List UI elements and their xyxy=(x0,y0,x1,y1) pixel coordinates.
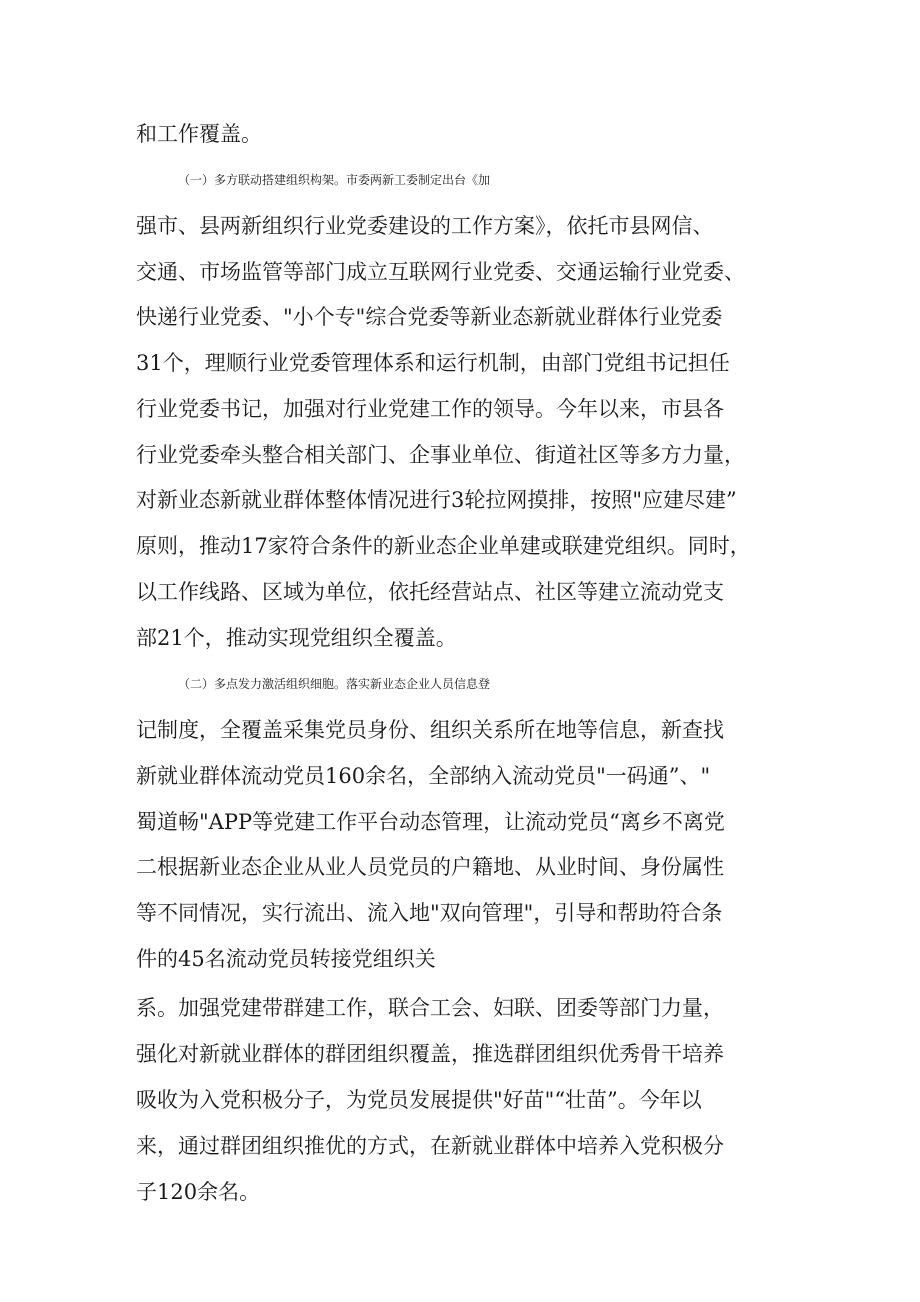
text-line: 等不同情况，实行流出、流入地"双向管理"，引导和帮助符合条 xyxy=(136,901,723,925)
section-heading-line: （二）多点发力激活组织细胞。落实新业态企业人员信息登 xyxy=(178,677,491,691)
text-line: 和工作覆盖。 xyxy=(136,122,262,146)
text-line: 吸收为入党积极分子，为党员发展提供"好苗"“壮苗”。今年以 xyxy=(136,1088,702,1112)
text-line: 蜀道畅"APP等党建工作平台动态管理，让流动党员“离乡不离党 xyxy=(136,810,725,834)
text-line: 二根据新业态企业从业人员党员的户籍地、从业时间、身份属性 xyxy=(136,855,724,879)
text-line: 强化对新就业群体的群团组织覆盖，推选群团组织优秀骨干培养 xyxy=(136,1042,724,1066)
text-line: 对新业态新就业群体整体情况进行3轮拉网摸排，按照"应建尽建” xyxy=(136,488,737,512)
text-line: 强市、县两新组织行业党委建设的工作方案》，依托市县网信、 xyxy=(136,214,714,238)
text-line: 来，通过群团组织推优的方式，在新就业群体中培养入党积极分 xyxy=(136,1134,724,1158)
text-line: 记制度，全覆盖采集党员身份、组织关系所在地等信息，新查找 xyxy=(136,718,724,742)
text-line: 新就业群体流动党员160余名，全部纳入流动党员"一码通”、" xyxy=(136,764,711,788)
section-heading-line: （一）多方联动搭建组织构架。市委两新工委制定出台《加 xyxy=(178,173,491,187)
text-line: 31个，理顺行业党委管理体系和运行机制，由部门党组书记担任 xyxy=(136,351,730,375)
text-line: 原则，推动17家符合条件的新业态企业单建或联建党组织。同时， xyxy=(136,534,751,558)
text-line: 以工作线路、区域为单位，依托经营站点、社区等建立流动党支 xyxy=(136,580,724,604)
text-line: 行业党委牵头整合相关部门、企事业单位、街道社区等多方力量， xyxy=(136,443,745,467)
text-line: 快递行业党委、"小个专"综合党委等新业态新就业群体行业党委 xyxy=(136,305,723,329)
text-line: 行业党委书记，加强对行业党建工作的领导。今年以来，市县各 xyxy=(136,397,724,421)
text-line: 子120余名。 xyxy=(136,1180,261,1204)
text-line: 部21个，推动实现党组织全覆盖。 xyxy=(136,626,457,650)
text-line: 交通、市场监管等部门成立互联网行业党委、交通运输行业党委、 xyxy=(136,260,745,284)
text-line: 系。加强党建带群建工作，联合工会、妇联、团委等部门力量， xyxy=(136,996,724,1020)
text-line: 件的45名流动党员转接党组织关 xyxy=(136,947,436,971)
